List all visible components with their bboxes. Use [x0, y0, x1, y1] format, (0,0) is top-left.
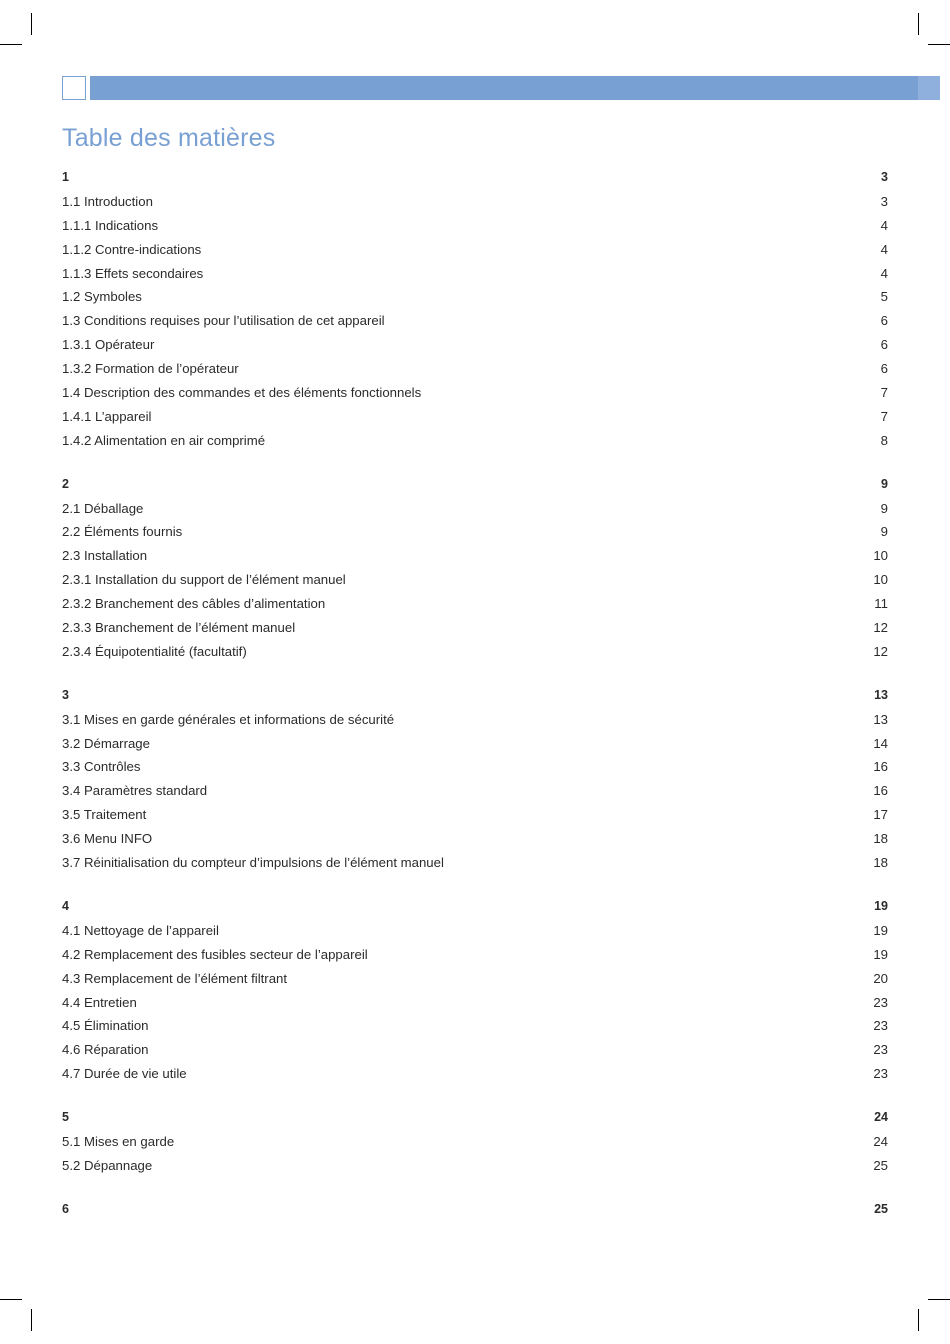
toc-entry-page: 19	[873, 946, 888, 962]
toc-entry-row[interactable]	[62, 190, 888, 214]
toc-entry-page: 3	[880, 193, 888, 209]
toc-entry-page: 12	[873, 620, 888, 636]
toc-entry-row[interactable]	[62, 1062, 888, 1086]
toc-entry-page: 12	[873, 643, 888, 659]
page-title: Table des matières	[62, 124, 276, 152]
toc-chapter-label: 3	[62, 687, 69, 702]
toc-entry-label: 4.6 Réparation	[62, 1042, 149, 1058]
toc-entry-page: 17	[873, 807, 888, 823]
toc-entry-page: 7	[880, 408, 888, 424]
header-bar	[90, 76, 940, 100]
toc-chapter-label: 6	[62, 1201, 69, 1216]
toc-chapter-row[interactable]	[62, 1106, 888, 1130]
crop-mark	[918, 13, 919, 35]
toc-entry-label: 3.6 Menu INFO	[62, 831, 153, 847]
toc-entry-page: 23	[873, 1042, 888, 1058]
toc-section	[62, 1198, 888, 1222]
toc-chapter-label: 2	[62, 476, 69, 491]
toc-chapter-row[interactable]	[62, 684, 888, 708]
toc-chapter-page: 19	[874, 898, 888, 913]
toc-entry-page: 6	[880, 361, 888, 377]
crop-mark	[0, 44, 22, 45]
toc-entry-row[interactable]	[62, 568, 888, 592]
toc-entry-page: 19	[873, 922, 888, 938]
toc-entry-page: 10	[873, 548, 888, 564]
toc-entry-row[interactable]	[62, 943, 888, 967]
toc-entry-label: 2.3.3 Branchement de l’élément manuel	[62, 620, 296, 636]
toc-section	[62, 684, 888, 875]
toc-entry-page: 20	[873, 970, 888, 986]
toc-entry-label: 4.7 Durée de vie utile	[62, 1066, 187, 1082]
toc-entry-label: 3.4 Paramètres standard	[62, 783, 208, 799]
toc-chapter-row[interactable]	[62, 166, 888, 190]
toc-entry-label: 1.4 Description des commandes et des éléments fonctionnels	[62, 385, 422, 401]
toc-entry-row[interactable]	[62, 640, 888, 664]
toc-entry-page: 23	[873, 1066, 888, 1082]
toc-entry-row[interactable]	[62, 779, 888, 803]
crop-mark	[31, 1309, 32, 1331]
toc-chapter-row[interactable]	[62, 473, 888, 497]
toc-entry-page: 9	[880, 500, 888, 516]
toc-entry-label: 1.1.1 Indications	[62, 217, 159, 233]
toc-entry-label: 3.7 Réinitialisation du compteur d’impulsions de l’élément manuel	[62, 855, 444, 871]
toc-entry-row[interactable]	[62, 1154, 888, 1178]
crop-mark	[928, 1299, 950, 1300]
toc-entry-row[interactable]	[62, 755, 888, 779]
toc-entry-row[interactable]	[62, 1130, 888, 1154]
toc-entry-page: 13	[873, 711, 888, 727]
toc-chapter-label: 1	[62, 170, 69, 184]
toc-entry-page: 23	[873, 1018, 888, 1034]
crop-mark	[0, 1299, 22, 1300]
toc-entry-row[interactable]	[62, 285, 888, 309]
toc-chapter-page: 13	[874, 687, 888, 702]
toc-entry-row[interactable]	[62, 991, 888, 1015]
toc-entry-label: 4.3 Remplacement de l’élément filtrant	[62, 970, 288, 986]
toc-entry-page: 4	[880, 241, 888, 257]
crop-mark	[928, 44, 950, 45]
toc-entry-row[interactable]	[62, 333, 888, 357]
header-square	[62, 76, 86, 100]
toc-entry-page: 18	[873, 855, 888, 871]
toc-entry-page: 18	[873, 831, 888, 847]
toc-entry-row[interactable]	[62, 851, 888, 875]
toc-entry-page: 16	[873, 759, 888, 775]
toc-entry-row[interactable]	[62, 544, 888, 568]
toc-entry-label: 1.3.1 Opérateur	[62, 337, 155, 353]
toc-section	[62, 166, 888, 453]
toc-entry-row[interactable]	[62, 967, 888, 991]
toc-entry-label: 3.1 Mises en garde générales et informations de sécurité	[62, 711, 395, 727]
toc-entry-row[interactable]	[62, 405, 888, 429]
toc-entry-page: 10	[873, 572, 888, 588]
toc-entry-label: 4.4 Entretien	[62, 994, 137, 1010]
toc-entry-row[interactable]	[62, 919, 888, 943]
toc-entry-label: 1.1.3 Effets secondaires	[62, 265, 204, 281]
toc-entry-row[interactable]	[62, 616, 888, 640]
toc-chapter-page: 24	[874, 1110, 888, 1125]
toc-entry-label: 2.1 Déballage	[62, 500, 144, 516]
toc-entry-row[interactable]	[62, 262, 888, 286]
toc-entry-label: 4.1 Nettoyage de l’appareil	[62, 922, 219, 938]
toc-entry-label: 1.3.2 Formation de l’opérateur	[62, 361, 239, 377]
toc-chapter-label: 4	[62, 898, 69, 913]
toc-entry-label: 1.4.1 L’appareil	[62, 408, 152, 424]
toc-entry-label: 5.1 Mises en garde	[62, 1133, 175, 1149]
toc-entry-row[interactable]	[62, 1038, 888, 1062]
toc-entry-row[interactable]	[62, 309, 888, 333]
toc-entry-row[interactable]	[62, 357, 888, 381]
toc-entry-label: 1.1.2 Contre-indications	[62, 241, 202, 257]
toc-entry-label: 2.3.4 Équipotentialité (facultatif)	[62, 643, 247, 659]
toc-entry-label: 3.2 Démarrage	[62, 735, 150, 751]
toc-chapter-page: 25	[874, 1201, 888, 1216]
toc-entry-row[interactable]	[62, 238, 888, 262]
toc-entry-row[interactable]	[62, 1014, 888, 1038]
toc-section	[62, 895, 888, 1086]
toc-entry-row[interactable]	[62, 214, 888, 238]
toc-entry-page: 14	[873, 735, 888, 751]
toc-entry-page: 7	[880, 385, 888, 401]
toc-entry-page: 11	[874, 596, 888, 612]
toc-entry-page: 23	[873, 994, 888, 1010]
toc-entry-label: 1.4.2 Alimentation en air comprimé	[62, 432, 266, 448]
crop-mark	[918, 1309, 919, 1331]
toc-chapter-row[interactable]	[62, 1198, 888, 1222]
toc-entry-row[interactable]	[62, 381, 888, 405]
toc-entry-label: 4.5 Élimination	[62, 1018, 149, 1034]
toc-chapter-row[interactable]	[62, 895, 888, 919]
toc-entry-label: 2.3.2 Branchement des câbles d’alimentation	[62, 596, 326, 612]
toc-entry-label: 3.3 Contrôles	[62, 759, 141, 775]
toc-chapter-page: 3	[881, 170, 888, 184]
toc-chapter-page: 9	[881, 476, 888, 491]
table-of-contents	[62, 166, 888, 1242]
toc-entry-label: 2.3.1 Installation du support de l’élément manuel	[62, 572, 346, 588]
toc-entry-page: 6	[880, 337, 888, 353]
toc-section	[62, 1106, 888, 1178]
toc-section	[62, 473, 888, 664]
toc-entry-page: 16	[873, 783, 888, 799]
toc-entry-label: 1.2 Symboles	[62, 289, 142, 305]
toc-entry-label: 2.2 Éléments fournis	[62, 524, 183, 540]
toc-entry-page: 4	[880, 217, 888, 233]
toc-entry-label: 1.3 Conditions requises pour l’utilisation de cet appareil	[62, 313, 385, 329]
toc-entry-row[interactable]	[62, 732, 888, 756]
toc-entry-row[interactable]	[62, 592, 888, 616]
toc-entry-page: 4	[880, 265, 888, 281]
toc-entry-row[interactable]	[62, 429, 888, 453]
toc-chapter-label: 5	[62, 1110, 69, 1125]
crop-mark	[31, 13, 32, 35]
toc-entry-label: 4.2 Remplacement des fusibles secteur de l’appareil	[62, 946, 368, 962]
toc-entry-page: 25	[873, 1157, 888, 1173]
toc-entry-page: 9	[880, 524, 888, 540]
toc-entry-label: 1.1 Introduction	[62, 193, 153, 209]
toc-entry-label: 3.5 Traitement	[62, 807, 147, 823]
toc-entry-row[interactable]	[62, 497, 888, 521]
toc-entry-row[interactable]	[62, 827, 888, 851]
toc-entry-row[interactable]	[62, 708, 888, 732]
toc-entry-label: 2.3 Installation	[62, 548, 148, 564]
toc-entry-page: 6	[880, 313, 888, 329]
toc-entry-label: 5.2 Dépannage	[62, 1157, 153, 1173]
toc-entry-page: 5	[880, 289, 888, 305]
toc-entry-page: 24	[873, 1133, 888, 1149]
toc-entry-row[interactable]	[62, 520, 888, 544]
header-bar-end	[918, 76, 940, 100]
toc-entry-page: 8	[880, 432, 888, 448]
toc-entry-row[interactable]	[62, 803, 888, 827]
